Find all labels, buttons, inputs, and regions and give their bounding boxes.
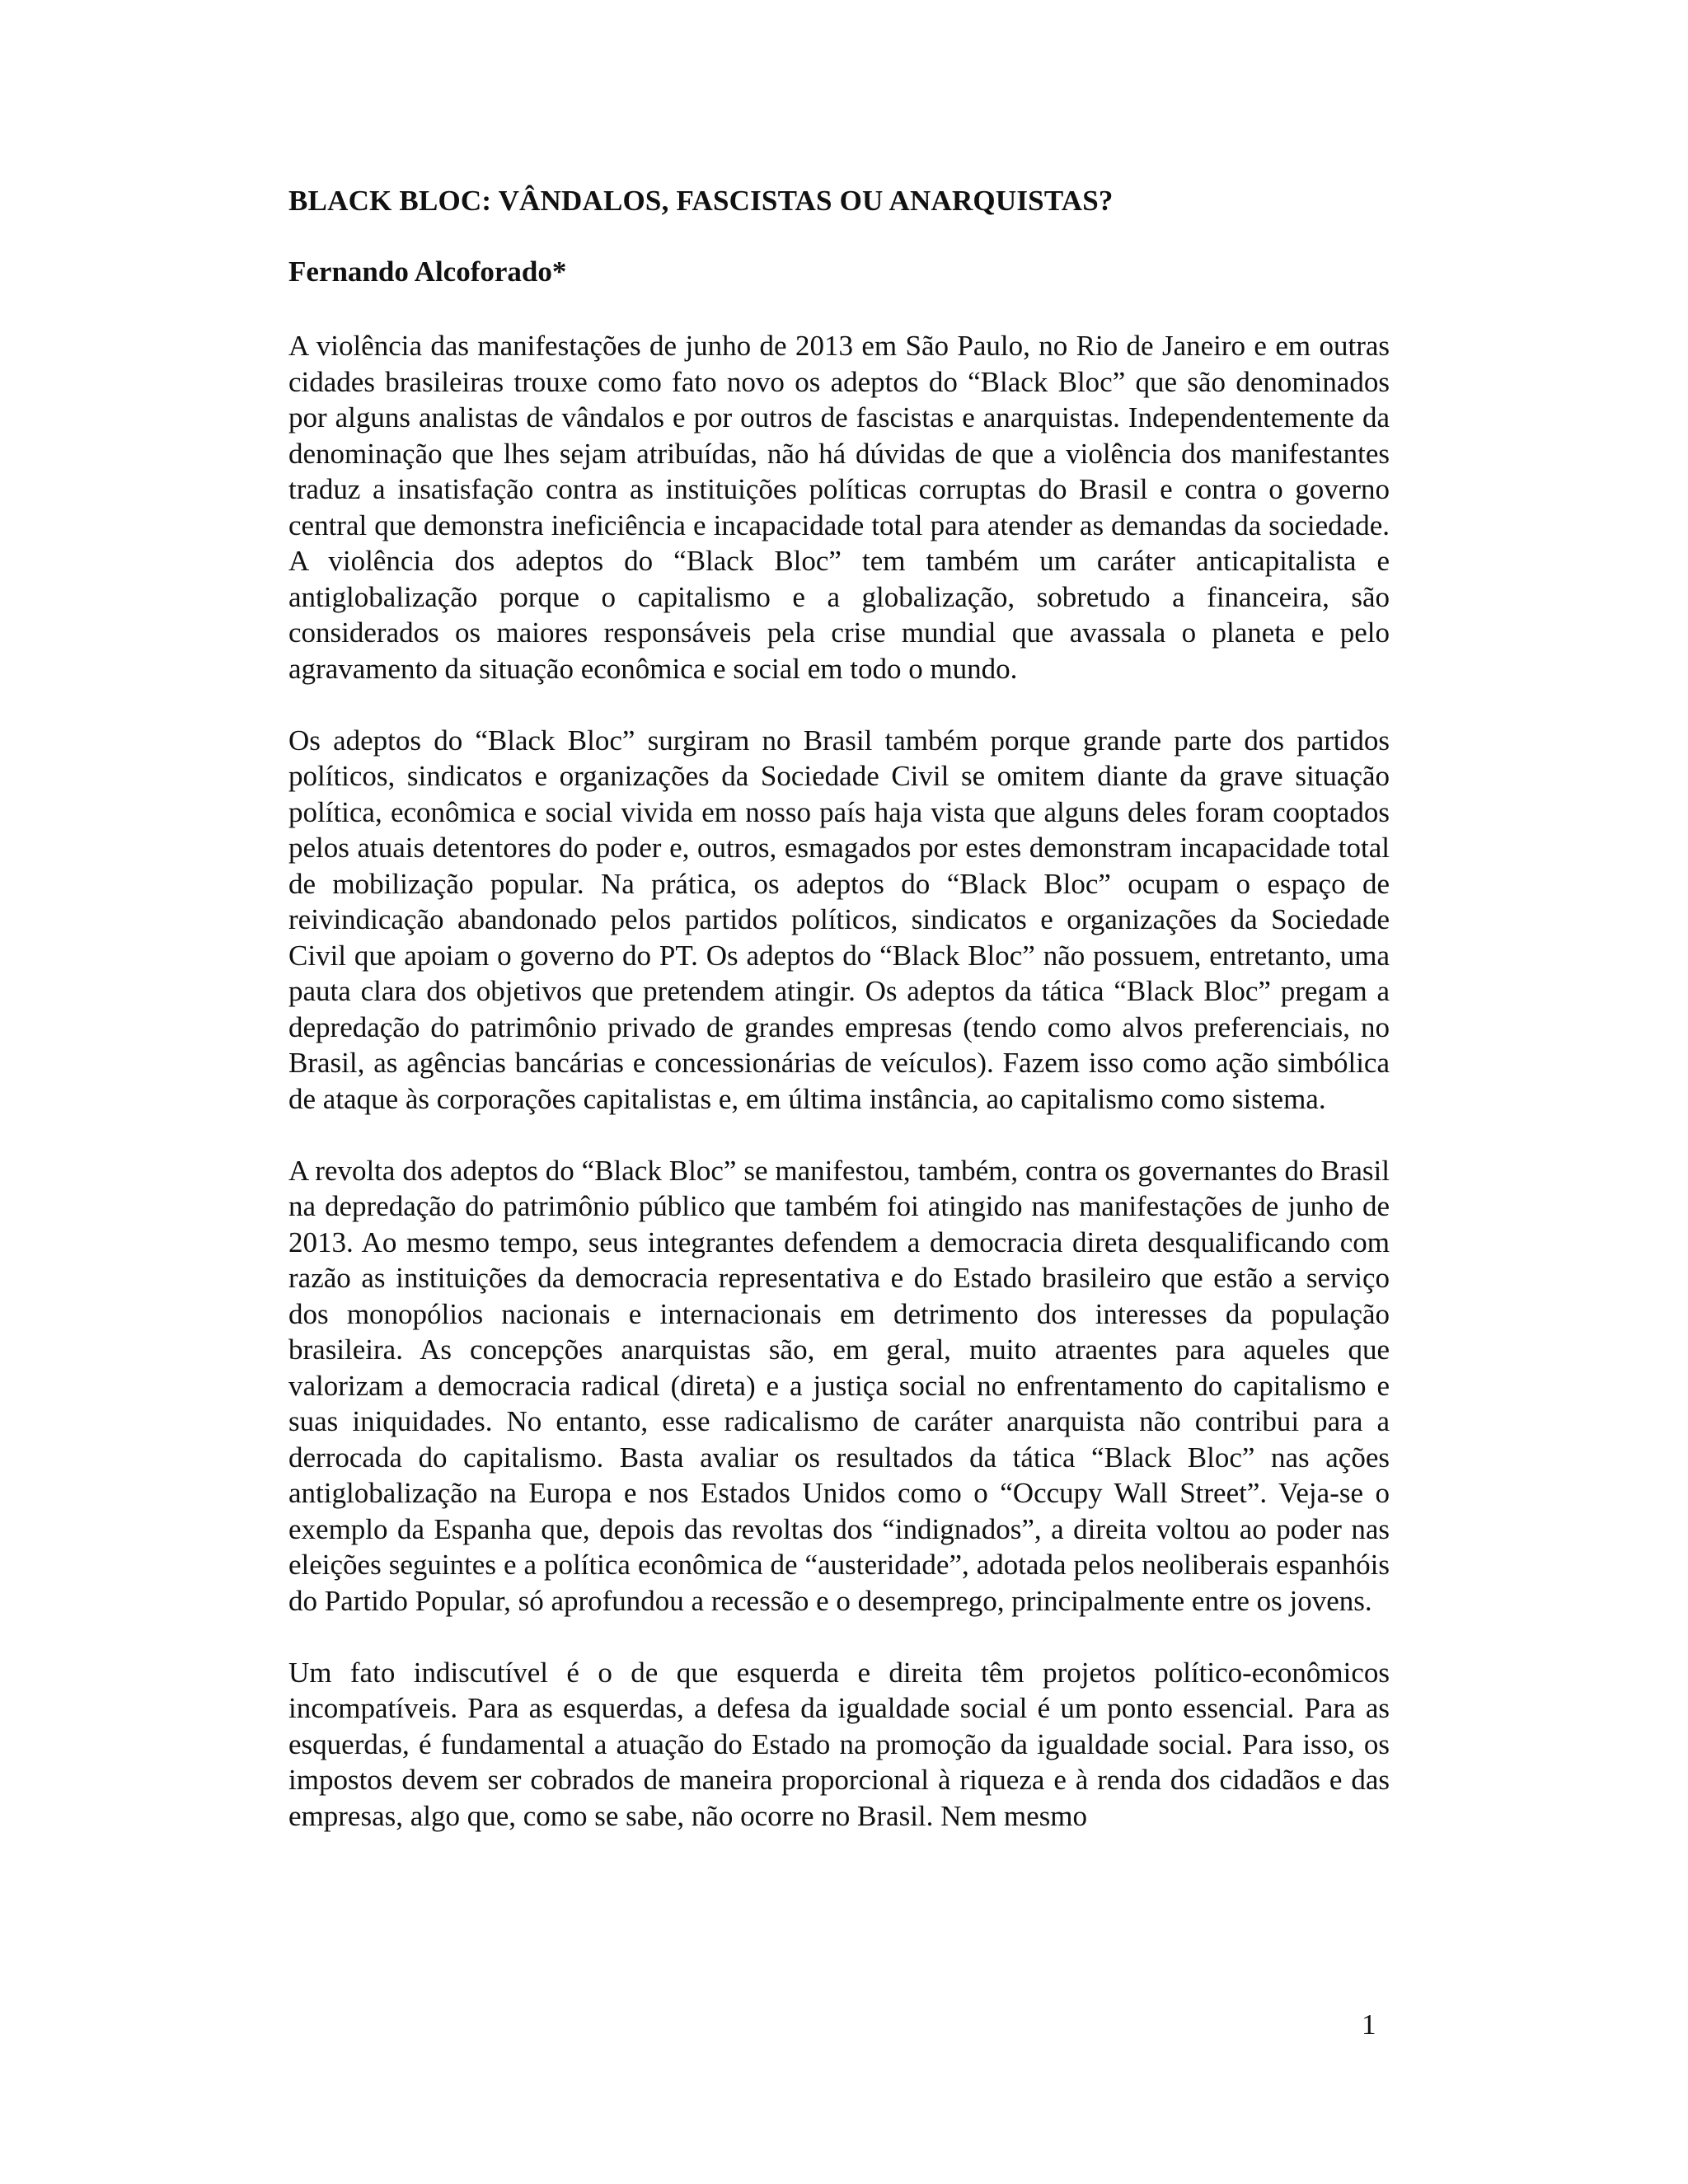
- document-body: [288, 183, 1390, 1834]
- paragraph-1: A violência das manifestações de junho de 2013 em São Paulo, no Rio de Janeiro e em outras cidades brasileiras trouxe como fato novo os adeptos do “Black Bloc” que são denominados por alguns analistas de vândalos e por outros de fascistas e anarquistas. Independentemente da denominação que lhes sejam atribuídas, não há dúvidas de que a violência dos manifestantes traduz a insatisfação contra as instituições políticas corruptas do Brasil e contra o governo central que demonstra ineficiência e incapacidade total para atender as demandas da sociedade. A violência dos adeptos do “Black Bloc” tem também um caráter anticapitalista e antiglobalização porque o capitalismo e a globalização, sobretudo a financeira, são considerados os maiores responsáveis pela crise mundial que avassala o planeta e pelo agravamento da situação econômica e social em todo o mundo.: [288, 330, 1390, 685]
- document-title: BLACK BLOC: VÂNDALOS, FASCISTAS OU ANARQUISTAS?: [288, 185, 1114, 217]
- paragraph-2: Os adeptos do “Black Bloc” surgiram no Brasil também porque grande parte dos partidos políticos, sindicatos e organizações da Sociedade Civil se omitem diante da grave situação política, econômica e social vivida em nosso país haja vista que alguns deles foram cooptados pelos atuais detentores do poder e, outros, esmagados por estes demonstram incapacidade total de mobilização popular. Na prática, os adeptos do “Black Bloc” ocupam o espaço de reivindicação abandonado pelos partidos políticos, sindicatos e organizações da Sociedade Civil que apoiam o governo do PT. Os adeptos do “Black Bloc” não possuem, entretanto, uma pauta clara dos objetivos que pretendem atingir. Os adeptos da tática “Black Bloc” pregam a depredação do patrimônio privado de grandes empresas (tendo como alvos preferenciais, no Brasil, as agências bancárias e concessionárias de veículos). Fazem isso como ação simbólica de ataque às corporações capitalistas e, em última instância, ao capitalismo como sistema.: [288, 724, 1390, 1115]
- author-name: Fernando Alcoforado*: [288, 255, 567, 288]
- paragraph-3: A revolta dos adeptos do “Black Bloc” se manifestou, também, contra os governantes do Brasil na depredação do patrimônio público que também foi atingido nas manifestações de junho de 2013. Ao mesmo tempo, seus integrantes defendem a democracia direta desqualificando com razão as instituições da democracia representativa e do Estado brasileiro que estão a serviço dos monopólios nacionais e internacionais em detrimento dos interesses da população brasileira. As concepções anarquistas são, em geral, muito atraentes para aqueles que valorizam a democracia radical (direta) e a justiça social no enfrentamento do capitalismo e suas iniquidades. No entanto, esse radicalismo de caráter anarquista não contribui para a derrocada do capitalismo. Basta avaliar os resultados da tática “Black Bloc” nas ações antiglobalização na Europa e nos Estados Unidos como o “Occupy Wall Street”. Veja-se o exemplo da Espanha que, depois das revoltas dos “indignados”, a direita voltou ao poder nas eleições seguintes e a política econômica de “austeridade”, adotada pelos neoliberais espanhóis do Partido Popular, só aprofundou a recessão e o desemprego, principalmente entre os jovens.: [288, 1154, 1390, 1617]
- paragraph-4: Um fato indiscutível é o de que esquerda e direita têm projetos político-econômicos incompatíveis. Para as esquerdas, a defesa da igualdade social é um ponto essencial. Para as esquerdas, é fundamental a atuação do Estado na promoção da igualdade social. Para isso, os impostos devem ser cobrados de maneira proporcional à riqueza e à renda dos cidadãos e das empresas, algo que, como se sabe, não ocorre no Brasil. Nem mesmo: [288, 1656, 1390, 1832]
- page-number: 1: [1362, 2008, 1376, 2041]
